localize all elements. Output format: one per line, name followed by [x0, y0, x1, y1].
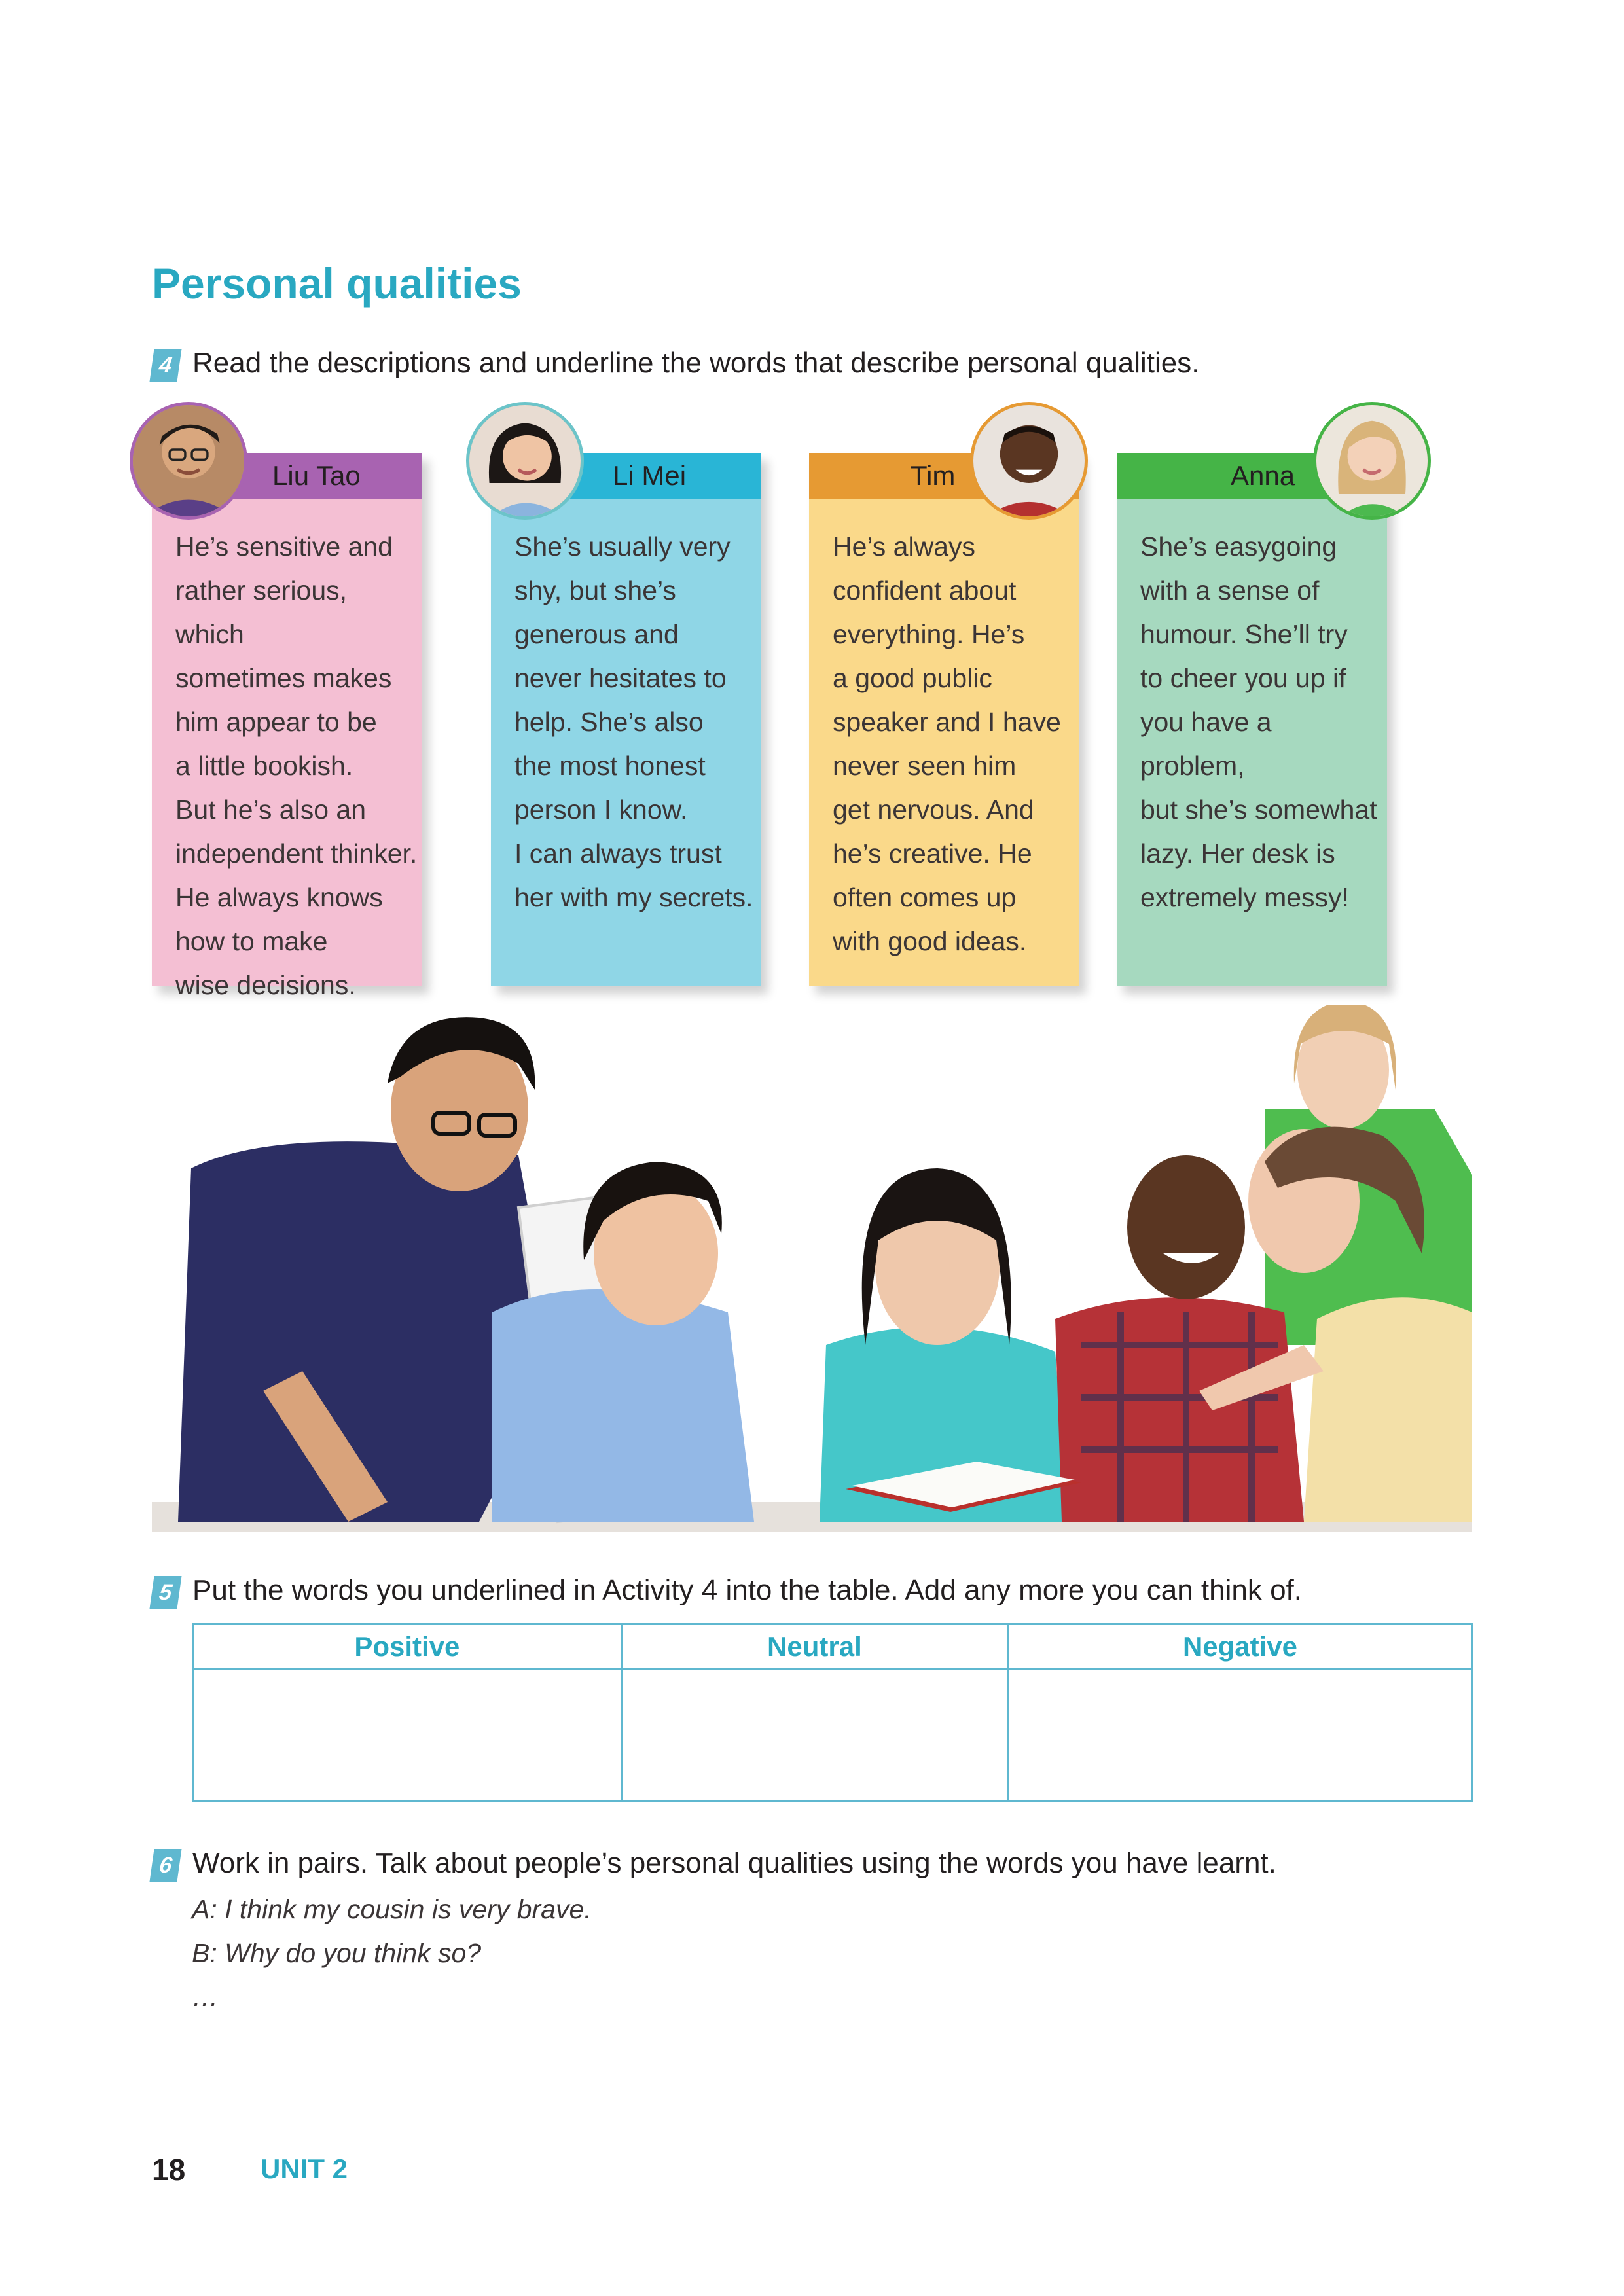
- students-group-photo: [152, 1005, 1472, 1532]
- card-liu-tao: [152, 453, 422, 1000]
- qualities-table: [192, 1623, 1473, 1802]
- avatar-liu-tao: [130, 402, 247, 520]
- card-line: to cheer you up if: [1140, 663, 1346, 693]
- card-anna: [1117, 453, 1387, 986]
- dialogue-line-b: B: Why do you think so?: [192, 1938, 482, 1968]
- card-line: the most honest: [514, 751, 706, 781]
- card-name-bar: Tim: [809, 453, 1079, 499]
- card-line: confident about: [833, 575, 1017, 605]
- card-li-mei: [491, 453, 761, 986]
- card-line: humour. She’ll try: [1140, 619, 1348, 649]
- table-header-neutral: Neutral: [621, 1624, 1007, 1670]
- card-line: He’s always: [833, 531, 975, 562]
- page-title: Personal qualities: [152, 259, 522, 308]
- activity-number-badge: 5: [149, 1576, 181, 1609]
- avatar-tim: [970, 402, 1088, 520]
- card-line: sometimes makes: [175, 663, 392, 693]
- card-name-bar: Anna: [1117, 453, 1387, 499]
- card-line: rather serious, which: [175, 575, 348, 649]
- card-line: you have a problem,: [1140, 707, 1272, 781]
- card-line: everything. He’s: [833, 619, 1025, 649]
- portrait-icon: [133, 405, 244, 516]
- portrait-icon: [1316, 405, 1428, 516]
- card-line: help. She’s also: [514, 707, 704, 737]
- card-name-bar: Li Mei: [491, 453, 761, 499]
- card-line: with good ideas.: [833, 926, 1027, 956]
- page-number: 18: [152, 2153, 186, 2187]
- card-line: how to make: [175, 926, 328, 956]
- card-line: She’s usually very: [514, 531, 731, 562]
- students-photo-illustration: [152, 1005, 1472, 1532]
- card-line: her with my secrets.: [514, 882, 753, 912]
- portrait-icon: [973, 405, 1085, 516]
- card-line: generous and: [514, 619, 679, 649]
- activity-6-instruction: [152, 1847, 1276, 1882]
- portrait-icon: [469, 405, 581, 516]
- table-row: [193, 1670, 1473, 1801]
- card-line: speaker and I have: [833, 707, 1061, 737]
- unit-label: UNIT 2: [261, 2153, 348, 2184]
- card-line: but she’s somewhat: [1140, 795, 1377, 825]
- card-line: shy, but she’s: [514, 575, 676, 605]
- card-description: [1140, 525, 1382, 920]
- card-description: [514, 525, 757, 920]
- card-tim: [809, 453, 1079, 986]
- card-line: extremely messy!: [1140, 882, 1349, 912]
- instruction-text: Read the descriptions and underline the words that describe personal qualities.: [192, 347, 1200, 379]
- card-line: with a sense of: [1140, 575, 1320, 605]
- card-line: him appear to be: [175, 707, 377, 737]
- table-cell-positive[interactable]: [193, 1670, 622, 1801]
- dialogue-line-a: A: I think my cousin is very brave.: [192, 1894, 592, 1924]
- card-description: [833, 525, 1075, 963]
- card-line: often comes up: [833, 882, 1017, 912]
- card-name-bar: Liu Tao: [152, 453, 422, 499]
- activity-5-instruction: [152, 1574, 1302, 1609]
- card-line: never seen him: [833, 751, 1017, 781]
- table-header-negative: Negative: [1008, 1624, 1473, 1670]
- card-line: wise decisions.: [175, 970, 356, 1000]
- card-line: He’s sensitive and: [175, 531, 393, 562]
- card-line: lazy. Her desk is: [1140, 838, 1335, 869]
- activity-number-badge: 6: [149, 1849, 181, 1882]
- table-cell-negative[interactable]: [1008, 1670, 1473, 1801]
- card-description: [175, 525, 418, 1007]
- card-line: he’s creative. He: [833, 838, 1032, 869]
- instruction-text: Work in pairs. Talk about people’s personal qualities using the words you have learnt.: [192, 1847, 1276, 1879]
- activity-number-badge: 4: [149, 349, 181, 382]
- card-line: I can always trust: [514, 838, 722, 869]
- activity-4-instruction: [152, 347, 1200, 382]
- avatar-li-mei: [466, 402, 584, 520]
- card-line: a little bookish.: [175, 751, 353, 781]
- table-header-row: [193, 1624, 1473, 1670]
- card-line: get nervous. And: [833, 795, 1034, 825]
- table-header-positive: Positive: [193, 1624, 622, 1670]
- card-line: person I know.: [514, 795, 688, 825]
- dialogue-ellipsis: …: [192, 1982, 219, 2012]
- card-line: But he’s also an: [175, 795, 367, 825]
- card-line: a good public: [833, 663, 992, 693]
- table-cell-neutral[interactable]: [621, 1670, 1007, 1801]
- card-line: She’s easygoing: [1140, 531, 1337, 562]
- avatar-anna: [1313, 402, 1431, 520]
- card-line: He always knows: [175, 882, 383, 912]
- instruction-text: Put the words you underlined in Activity 4 into the table. Add any more you can think of.: [192, 1574, 1303, 1606]
- card-line: independent thinker.: [175, 838, 418, 869]
- card-line: never hesitates to: [514, 663, 727, 693]
